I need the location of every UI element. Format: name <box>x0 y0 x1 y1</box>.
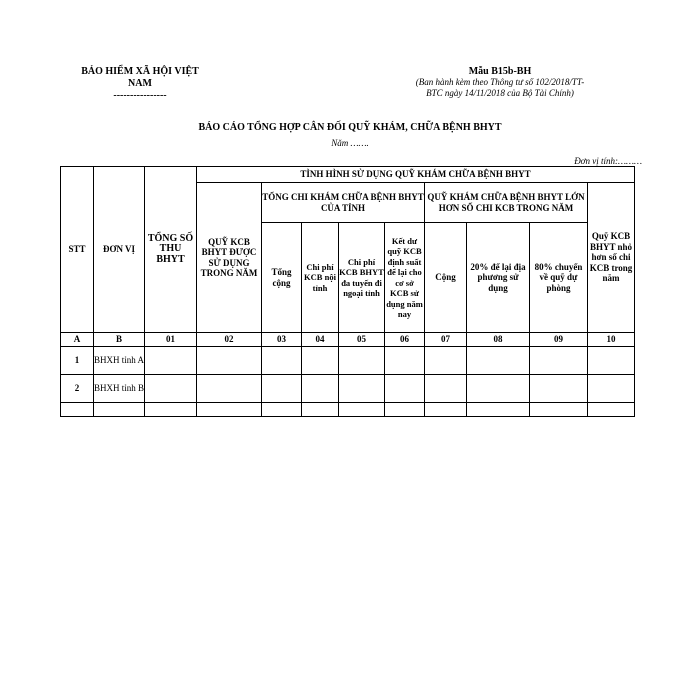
header-tong-chi: TỔNG CHI KHÁM CHỮA BỆNH BHYT CỦA TỈNH <box>262 183 425 223</box>
data-cell <box>385 347 425 375</box>
code-cell: 05 <box>339 333 385 347</box>
row-don-vi: BHXH tỉnh A <box>94 347 145 375</box>
code-cell: B <box>94 333 145 347</box>
form-code: Mẫu B15b-BH <box>468 66 532 77</box>
code-cell: 06 <box>385 333 425 347</box>
header-quy-nho-hon: Quỹ KCB BHYT nhỏ hơn số chi KCB trong năm <box>588 183 635 333</box>
data-cell <box>339 375 385 403</box>
header-chi-ngoai-tinh: Chi phí KCB BHYT đa tuyến đi ngoại tỉnh <box>339 223 385 333</box>
data-cell <box>302 403 339 417</box>
data-cell <box>339 403 385 417</box>
header-chuyen-ve: 80% chuyển về quỹ dự phòng <box>530 223 588 333</box>
data-cell <box>197 403 262 417</box>
form-header <box>395 66 605 99</box>
code-cell: 10 <box>588 333 635 347</box>
code-cell: 02 <box>197 333 262 347</box>
data-cell <box>94 403 145 417</box>
data-cell <box>145 347 197 375</box>
row-stt: 2 <box>61 375 94 403</box>
agency-name-line2: NAM <box>128 78 152 89</box>
agency-rule: ---------------- <box>113 90 167 101</box>
code-cell: 04 <box>302 333 339 347</box>
data-cell <box>425 347 467 375</box>
form-note-line1: (Ban hành kèm theo Thông tư số 102/2018/TT- <box>415 77 585 87</box>
code-cell: 03 <box>262 333 302 347</box>
code-cell: 01 <box>145 333 197 347</box>
data-cell <box>530 347 588 375</box>
header-don-vi: ĐƠN VỊ <box>94 167 145 333</box>
data-cell <box>339 347 385 375</box>
header-de-lai: 20% để lại địa phương sử dụng <box>467 223 530 333</box>
data-cell <box>425 403 467 417</box>
code-row <box>61 333 635 347</box>
data-cell <box>61 403 94 417</box>
header-quy-lon-hon: QUỸ KHÁM CHỮA BỆNH BHYT LỚN HƠN SỐ CHI KCB TRONG NĂM <box>425 183 588 223</box>
row-don-vi: BHXH tỉnh B <box>94 375 145 403</box>
data-cell <box>530 375 588 403</box>
balance-report-table <box>60 166 635 417</box>
code-cell: 09 <box>530 333 588 347</box>
data-cell <box>467 403 530 417</box>
header-tinh-hinh-su-dung: TÌNH HÌNH SỬ DỤNG QUỸ KHÁM CHỮA BỆNH BHYT <box>197 167 635 183</box>
header-quy-kcb-duoc-su-dung: QUỸ KCB BHYT ĐƯỢC SỬ DỤNG TRONG NĂM <box>197 183 262 333</box>
header-ket-du: Kết dư quỹ KCB định suất để lại cho cơ sở KCB sử dụng năm nay <box>385 223 425 333</box>
table-row <box>61 403 635 417</box>
table-row <box>61 347 635 375</box>
data-cell <box>425 375 467 403</box>
agency-header <box>50 66 230 102</box>
data-cell <box>262 347 302 375</box>
data-cell <box>385 375 425 403</box>
code-cell: A <box>61 333 94 347</box>
data-cell <box>530 403 588 417</box>
data-cell <box>197 347 262 375</box>
code-cell: 08 <box>467 333 530 347</box>
data-cell <box>197 375 262 403</box>
data-cell <box>302 347 339 375</box>
data-cell <box>467 347 530 375</box>
row-stt: 1 <box>61 347 94 375</box>
table-row <box>61 375 635 403</box>
data-cell <box>588 347 635 375</box>
data-cell <box>588 375 635 403</box>
data-cell <box>588 403 635 417</box>
unit-of-measure: Đơn vị tính:……… <box>574 156 642 166</box>
data-cell <box>262 375 302 403</box>
header-stt: STT <box>61 167 94 333</box>
form-note-line2: BTC ngày 14/11/2018 của Bộ Tài Chính) <box>426 88 574 98</box>
data-cell <box>145 403 197 417</box>
data-cell <box>262 403 302 417</box>
report-title: BÁO CÁO TỔNG HỢP CÂN ĐỐI QUỸ KHÁM, CHỮA BỆNH BHYT <box>198 122 502 133</box>
agency-name-line1: BẢO HIỂM XÃ HỘI VIỆT <box>81 66 199 77</box>
data-cell <box>302 375 339 403</box>
code-cell: 07 <box>425 333 467 347</box>
header-tong-so-thu: TỔNG SỐ THU BHYT <box>145 167 197 333</box>
data-cell <box>385 403 425 417</box>
header-cong: Cộng <box>425 223 467 333</box>
header-tong-cong: Tổng cộng <box>262 223 302 333</box>
header-chi-noi-tinh: Chi phí KCB nội tỉnh <box>302 223 339 333</box>
report-year: Năm ……. <box>331 138 369 148</box>
data-cell <box>467 375 530 403</box>
data-cell <box>145 375 197 403</box>
